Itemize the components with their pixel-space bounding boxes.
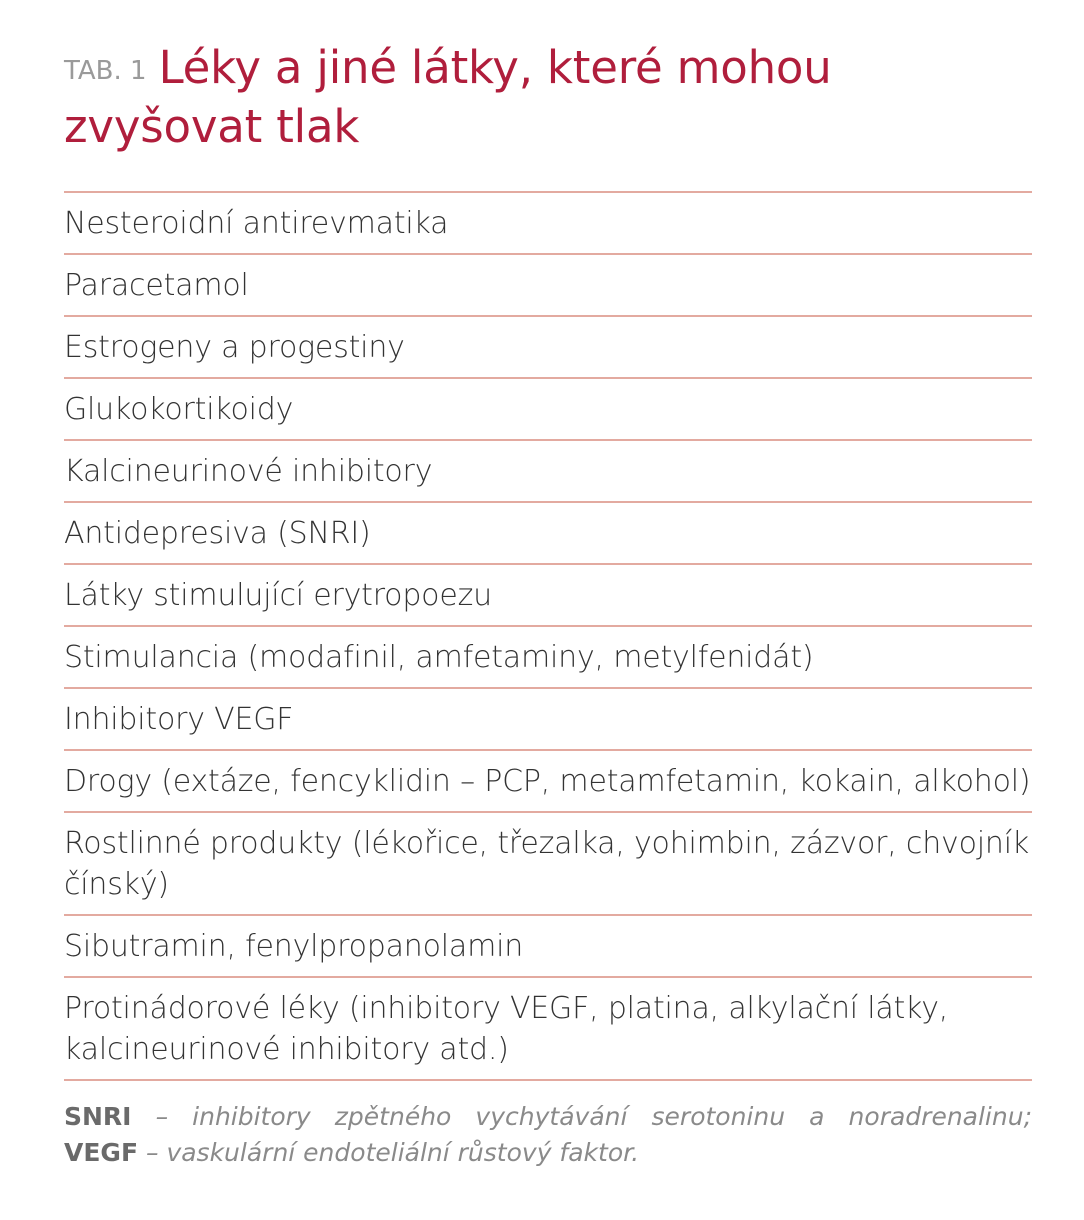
footnote-separator: – <box>131 1102 193 1131</box>
list-item <box>64 193 1032 255</box>
table-title-text: Léky a jiné látky, které mohou zvyšovat tlak <box>64 41 832 153</box>
table-panel <box>64 40 1032 1171</box>
footnote-line <box>64 1099 1032 1135</box>
list-item-text: Nesteroidní antirevmatika <box>64 206 449 241</box>
list-item <box>64 978 1032 1081</box>
list-item-text: Inhibitory VEGF <box>64 702 294 737</box>
list-item <box>64 441 1032 503</box>
list-item <box>64 317 1032 379</box>
footnote-line <box>64 1135 1032 1171</box>
substance-list <box>64 191 1032 1081</box>
list-item-text: Protinádorové léky (inhibitory VEGF, platina, alkylační látky, kalcineurinové inhibitory atd.) <box>64 991 949 1067</box>
abbreviation-term: SNRI <box>64 1102 132 1131</box>
list-item-text: Rostlinné produkty (lékořice, třezalka, yohimbin, zázvor, chvojník čínský) <box>64 826 1030 902</box>
table-number-label: TAB. 1 <box>64 56 147 86</box>
list-item <box>64 627 1032 689</box>
list-item-text: Sibutramin, fenylpropanolamin <box>64 929 524 964</box>
list-item <box>64 751 1032 813</box>
table-title <box>64 40 1032 155</box>
list-item <box>64 813 1032 916</box>
abbreviations-footnote <box>64 1099 1032 1171</box>
list-item <box>64 565 1032 627</box>
list-item <box>64 916 1032 978</box>
list-item <box>64 255 1032 317</box>
list-item <box>64 689 1032 751</box>
abbreviation-definition: vaskulární endoteliální růstový faktor. <box>166 1138 640 1167</box>
footnote-separator: – <box>138 1138 167 1167</box>
list-item <box>64 503 1032 565</box>
list-item-text: Drogy (extáze, fencyklidin – PCP, metamfetamin, kokain, alkohol) <box>64 764 1031 799</box>
abbreviation-term: VEGF <box>64 1138 139 1167</box>
list-item-text: Estrogeny a progestiny <box>64 330 405 365</box>
list-item-text: Kalcineurinové inhibitory <box>64 454 433 489</box>
list-item-text: Látky stimulující erytropoezu <box>64 578 492 613</box>
abbreviation-definition: inhibitory zpětného vychytávání serotoninu a noradrenalinu; <box>192 1102 1032 1131</box>
list-item <box>64 379 1032 441</box>
list-item-text: Stimulancia (modafinil, amfetaminy, metylfenidát) <box>64 640 814 675</box>
list-item-text: Glukokortikoidy <box>64 392 294 427</box>
list-item-text: Paracetamol <box>64 268 249 303</box>
list-item-text: Antidepresiva (SNRI) <box>64 516 371 551</box>
